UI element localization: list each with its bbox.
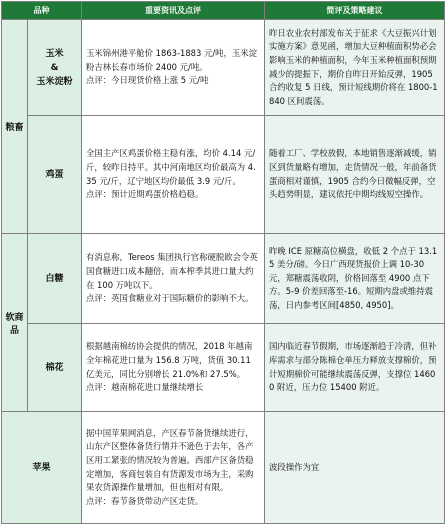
view-corn [265,20,445,116]
commodity-report-table [1,1,445,524]
section-soft: 软商品 [2,234,28,412]
news-cotton [82,324,265,412]
table-row-corn [2,20,445,116]
table-row-egg [2,116,445,234]
variety-corn: 玉米 & 玉米淀粉 [28,20,82,116]
table-row-cotton [2,324,445,412]
news-sugar [82,234,265,324]
section-grain: 粮畜 [2,20,28,234]
news-corn-comment: 点评：今日现货价格上涨 5 元/吨 [86,75,209,86]
view-egg [265,116,445,234]
news-corn-text: 玉米锦州港平舱价 1863-1883 元/吨，玉米淀粉吉林长春市场价 2400 元/吨。 [86,48,258,72]
news-apple-text: 据中国苹果网消息，产区春节备货继续进行，山东产区整体备货行情并不逊色于去年，各产区用工紧张的情况较为普遍。西部产区备货稳定增加，客商包装自有货源发市场为主，采购果农货源操作量增加，但也相对有限。 [86,427,254,493]
view-corn-text: 昨日农业农村部发布关于征求《大豆振兴计划实施方案》意见函，增加大豆种植面积势必会影响玉米的种植面积，今年玉米种植面积预期减少的提振下，期价自昨日开始反弹，1905 合约收复 5 日线，预计短线期价将在 1800-1840 区间震荡。 [269,27,438,106]
header-view: 简评及策略建议 [265,2,445,20]
table-header-row [2,2,445,20]
news-sugar-comment: 点评：英国食糖业对于国际糖价的影响不大。 [86,293,254,304]
header-news: 重要资讯及点评 [82,2,265,20]
news-corn [82,20,265,116]
news-egg-text: 全国主产区鸡蛋价格主稳有涨，均价 4.14 元/斤，较昨日持平。其中河南地区均价最高为 4.35 元/斤，辽宁地区均价最低 3.9 元/斤。 [86,148,256,186]
variety-sugar: 白糖 [28,234,82,324]
news-egg-comment: 点评：预计近期鸡蛋价格趋稳。 [86,189,204,200]
table-row-apple [2,412,445,524]
news-egg [82,116,265,234]
news-cotton-comment: 点评：越南棉花进口量继续增长 [86,382,204,393]
variety-egg: 鸡蛋 [28,116,82,234]
variety-apple: 苹果 [2,412,82,524]
variety-cotton: 棉花 [28,324,82,412]
view-apple-text: 波段操作为宜 [269,461,320,472]
view-cotton [265,324,445,412]
news-sugar-text: 有消息称，Tereos 集团执行官称硬脱欧会令英国食糖进口成本翻倍，而本榨季其进口量大约在 100 万吨以下。 [86,252,258,290]
news-apple-comment: 点评：春节备货带动产区走货。 [86,495,204,506]
news-apple [82,412,265,524]
view-egg-text: 随着工厂、学校放假，本地销售逐渐减缓，销区到货量略有增加，走货情况一般，年前备货蛋商相对谨慎，1905 合约今日微幅反弹，空头趋势明显，建议依托中期均线短空操作。 [269,148,437,200]
news-cotton-text: 根据越南棉纺协会提供的情况，2018 年越南全年棉花进口量为 156.8 万吨，货值 30.11 亿美元，同比分别增长 21.0%和 27.5%。 [86,341,253,379]
table-row-sugar [2,234,445,324]
header-variety: 品种 [2,2,82,20]
view-apple [265,412,445,524]
view-sugar-text: 昨晚 ICE 原糖高位横盘，收低 2 个点于 13.15 美分/磅。今日广西现货报价上调 10-30 元，郑糖震荡收阴，价格回落至 4900 点下方。5-9 价差回落至-16。短期内盘或维持震荡，日内参考区间[4850, 4950]。 [269,245,438,310]
view-sugar [265,234,445,324]
view-cotton-text: 国内临近春节假期，市场逐渐趋于冷清，但补库需求与部分陈棉仓单压力释放支撑棉价，预计短期棉价可能继续震荡反弹，支撑位 14600 附近，压力位 15400 附近。 [269,341,437,393]
